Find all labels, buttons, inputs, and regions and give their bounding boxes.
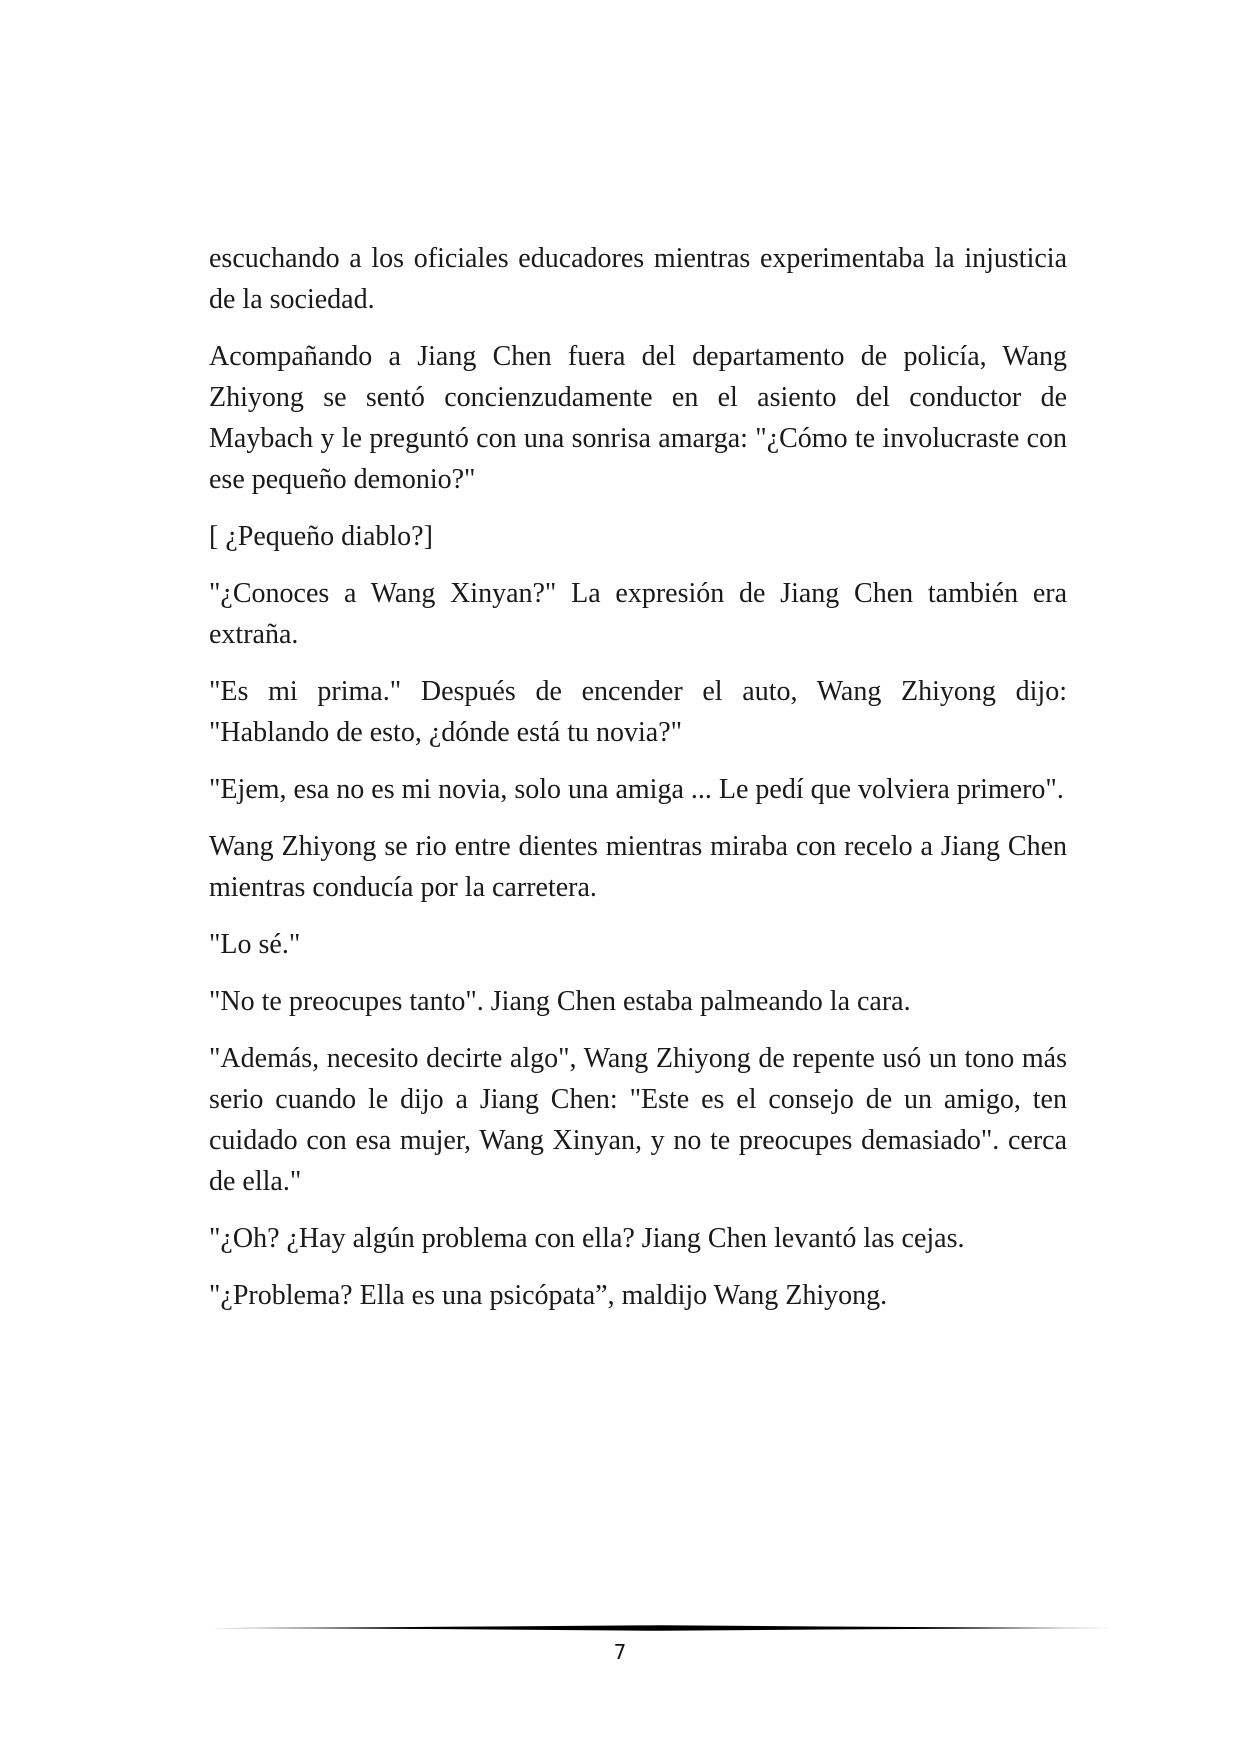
- page-number: 7: [613, 1640, 627, 1664]
- paragraph-1: escuchando a los oficiales educadores mientras experimentaba la injusticia de la sociedad.: [209, 243, 1067, 315]
- paragraph-9: "No te preocupes tanto". Jiang Chen estaba palmeando la cara.: [209, 986, 911, 1017]
- paragraph-12: "¿Problema? Ella es una psicópata”, maldijo Wang Zhiyong.: [209, 1280, 888, 1311]
- footer-divider: [209, 1622, 1113, 1634]
- body-text: [209, 238, 1067, 1332]
- paragraph-3: [ ¿Pequeño diablo?]: [209, 521, 433, 552]
- paragraph-2: Acompañando a Jiang Chen fuera del departamento de policía, Wang Zhiyong se sentó concienzudamente en el asiento del conductor de Maybach y le preguntó con una sonrisa amarga: "¿Cómo te involucraste con ese pequeño demonio?": [209, 341, 1067, 495]
- paragraph-10: "Además, necesito decirte algo", Wang Zhiyong de repente usó un tono más serio cuando le dijo a Jiang Chen: "Este es el consejo de un amigo, ten cuidado con esa mujer, Wang Xinyan, y no te preocupes demasiado". cerca de ella.": [209, 1043, 1067, 1197]
- paragraph-5: "Es mi prima." Después de encender el auto, Wang Zhiyong dijo: "Hablando de esto, ¿dónde está tu novia?": [209, 676, 1067, 748]
- paragraph-11: "¿Oh? ¿Hay algún problema con ella? Jiang Chen levantó las cejas.: [209, 1223, 965, 1254]
- paragraph-8: "Lo sé.": [209, 929, 301, 960]
- paragraph-6: "Ejem, esa no es mi novia, solo una amiga ... Le pedí que volviera primero".: [209, 774, 1064, 805]
- paragraph-4: "¿Conoces a Wang Xinyan?" La expresión de Jiang Chen también era extraña.: [209, 578, 1067, 650]
- paragraph-7: Wang Zhiyong se rio entre dientes mientras miraba con recelo a Jiang Chen mientras conducía por la carretera.: [209, 831, 1067, 903]
